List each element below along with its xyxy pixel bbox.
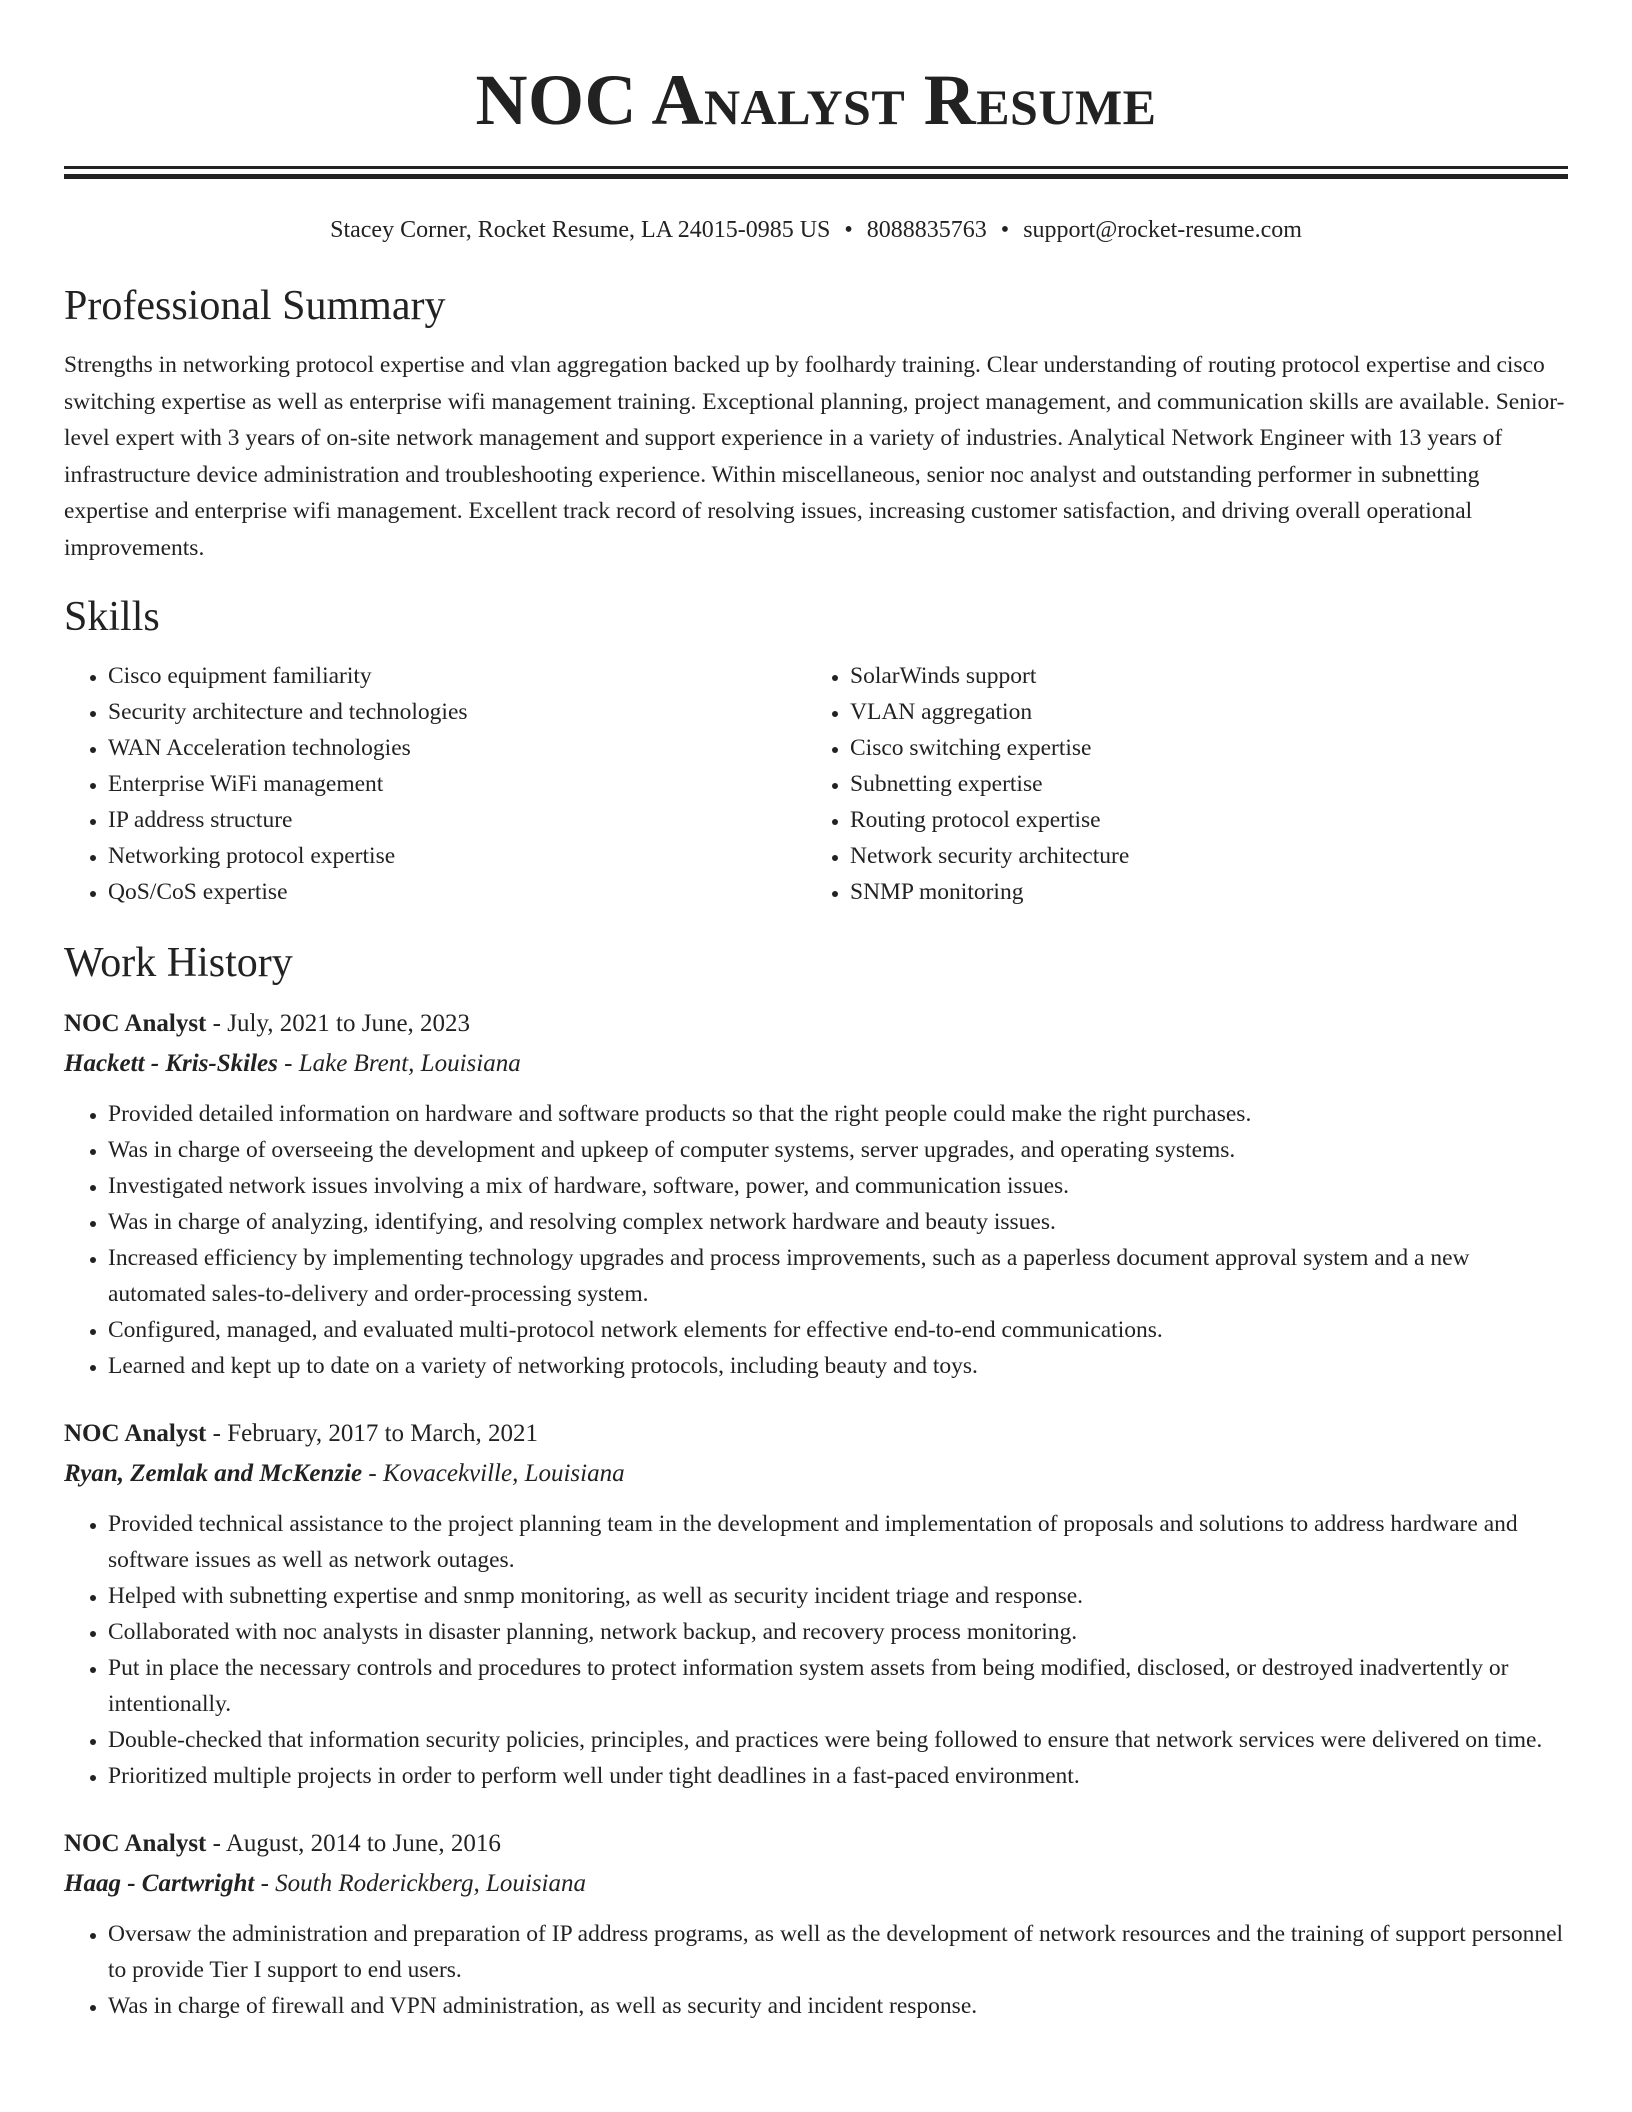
job-company: Haag - Cartwright [64,1870,255,1897]
contact-separator: • [844,217,853,243]
skill-item: • Networking protocol expertise [108,838,806,874]
skill-item: • Security architecture and technologies [108,694,806,730]
job-entry [64,1004,1568,1384]
contact-email: support@rocket-resume.com [1023,217,1302,243]
job-bullet: • Was in charge of analyzing, identifying, and resolving complex network hardware and beauty issues. [108,1204,1568,1240]
skill-item: • Enterprise WiFi management [108,766,806,802]
skill-item: • VLAN aggregation [850,694,1548,730]
job-role: NOC Analyst [64,1420,207,1447]
job-company: Ryan, Zemlak and McKenzie [64,1460,363,1487]
job-company-line [64,1044,1568,1084]
skill-item: • Network security architecture [850,838,1548,874]
skill-item: • SNMP monitoring [850,874,1548,910]
job-bullet: • Prioritized multiple projects in order to perform well under tight deadlines in a fast-paced environment. [108,1758,1568,1794]
work-history-heading: Work History [64,940,293,986]
skill-item: • Subnetting expertise [850,766,1548,802]
contact-line [64,215,1568,245]
skill-item: • WAN Acceleration technologies [108,730,806,766]
job-bullet: • Was in charge of firewall and VPN administration, as well as security and incident response. [108,1988,1568,2024]
resume-title: NOC Analyst Resume [475,60,1157,140]
job-bullet: • Provided technical assistance to the project planning team in the development and implementation of proposals and solutions to address hardware and software issues as well as network outages. [108,1506,1568,1578]
skills-heading: Skills [64,594,160,640]
job-bullet: • Helped with subnetting expertise and snmp monitoring, as well as security incident triage and response. [108,1578,1568,1614]
job-bullet: • Investigated network issues involving a mix of hardware, software, power, and communication issues. [108,1168,1568,1204]
skills-column-left [64,658,806,910]
job-role: NOC Analyst [64,1830,207,1857]
job-dates: - July, 2021 to June, 2023 [206,1010,471,1037]
job-company-line [64,1454,1568,1494]
skill-item: • QoS/CoS expertise [108,874,806,910]
contact-separator: • [1000,217,1010,243]
job-bullets [64,1916,1568,2024]
job-company: Hackett - Kris-Skiles [64,1050,278,1077]
job-location: - Lake Brent, Louisiana [277,1050,521,1077]
job-location: - South Roderickberg, Louisiana [254,1870,587,1897]
skill-item: • IP address structure [108,802,806,838]
job-bullet: • Increased efficiency by implementing technology upgrades and process improvements, such as a paperless document approval system and a new automated sales-to-delivery and order-processing system. [108,1240,1568,1312]
job-bullet: • Learned and kept up to date on a variety of networking protocols, including beauty and toys. [108,1348,1568,1384]
job-role: NOC Analyst [64,1010,207,1037]
job-header [64,1004,1568,1044]
contact-address: Stacey Corner, Rocket Resume, LA 24015-0985 US [330,217,831,243]
job-bullet: • Put in place the necessary controls and procedures to protect information system assets from being modified, disclosed, or destroyed inadvertently or intentionally. [108,1650,1568,1722]
job-company-line [64,1864,1568,1904]
skill-item: • SolarWinds support [850,658,1548,694]
job-entry [64,1824,1568,2024]
job-dates: - August, 2014 to June, 2016 [206,1830,501,1857]
job-bullet: • Configured, managed, and evaluated multi-protocol network elements for effective end-to-end communications. [108,1312,1568,1348]
job-header [64,1824,1568,1864]
skill-item: • Routing protocol expertise [850,802,1548,838]
summary-text: Strengths in networking protocol expertise and vlan aggregation backed up by foolhardy training. Clear understanding of routing protocol expertise and cisco switching expertise as well as enterprise wifi management training. Exceptional planning, project management, and communication skills are available. Senior-level expert with 3 years of on-site network management and support experience in a variety of industries. Analytical Network Engineer with 13 years of infrastructure device administration and troubleshooting experience. Within miscellaneous, senior noc analyst and outstanding performer in subnetting expertise and enterprise wifi management. Excellent track record of resolving issues, increasing customer satisfaction, and driving overall operational improvements. [64,352,1565,561]
job-bullet: • Oversaw the administration and preparation of IP address programs, as well as the development of network resources and the training of support personnel to provide Tier I support to end users. [108,1916,1568,1988]
job-bullets [64,1506,1568,1794]
title-divider-bottom [64,174,1568,179]
skill-item: • Cisco equipment familiarity [108,658,806,694]
job-bullet: • Was in charge of overseeing the development and upkeep of computer systems, server upgrades, and operating systems. [108,1132,1568,1168]
job-bullet: • Collaborated with noc analysts in disaster planning, network backup, and recovery process monitoring. [108,1614,1568,1650]
job-bullet: • Double-checked that information security policies, principles, and practices were being followed to ensure that network services were delivered on time. [108,1722,1568,1758]
title-divider-top [64,166,1568,169]
skills-column-right [806,658,1548,910]
job-header [64,1414,1568,1454]
job-location: - Kovacekville, Louisiana [362,1460,625,1487]
job-bullets [64,1096,1568,1384]
contact-phone: 8088835763 [866,217,987,243]
job-bullet: • Provided detailed information on hardware and software products so that the right people could make the right purchases. [108,1096,1568,1132]
summary-heading: Professional Summary [64,283,446,329]
job-dates: - February, 2017 to March, 2021 [206,1420,539,1447]
skills-list [64,658,1568,910]
job-entry [64,1414,1568,1794]
skill-item: • Cisco switching expertise [850,730,1548,766]
